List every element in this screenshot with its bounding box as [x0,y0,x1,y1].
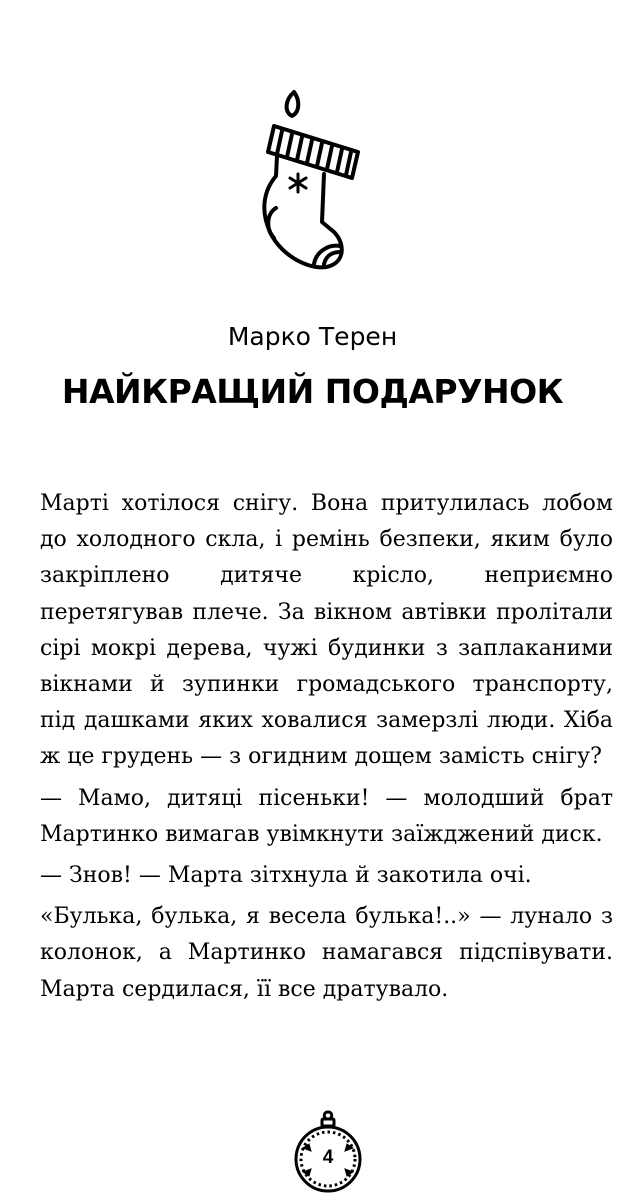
paragraph: — Мамо, дитяці пісеньки! — молодший брат Мартинко вимагав увімкнути заїжджений диск. [40,785,613,847]
paragraph: «Булька, булька, я весела булька!..» — лунало з колонок, а Мартинко намагався підспівувати. Марта сердилася, її все дратувало. [40,904,613,1002]
page-number: 4 [322,1147,334,1168]
paragraph: Марті хотілося снігу. Вона притулилась лобом до холодного скла, і ремінь безпеки, яким було закріплено дитяче крісло, неприємно перетягував плече. За вікном автівки пролітали сірі мокрі дерева, чужі будинки з заплаканими вікнами й зупинки громадського транспорту, під дашками яких ховалися замерзлі люди. Хіба ж це грудень — з огидним дощем замість снігу? [40,491,613,770]
author-name: Марко Терен [227,322,398,351]
story-text [40,486,613,1013]
christmas-stocking-icon [258,86,368,276]
paragraph: — Знов! — Марта зітхнула й закотила очі. [40,863,532,889]
story-title: НАЙКРАЩИЙ ПОДАРУНОК [61,372,564,411]
